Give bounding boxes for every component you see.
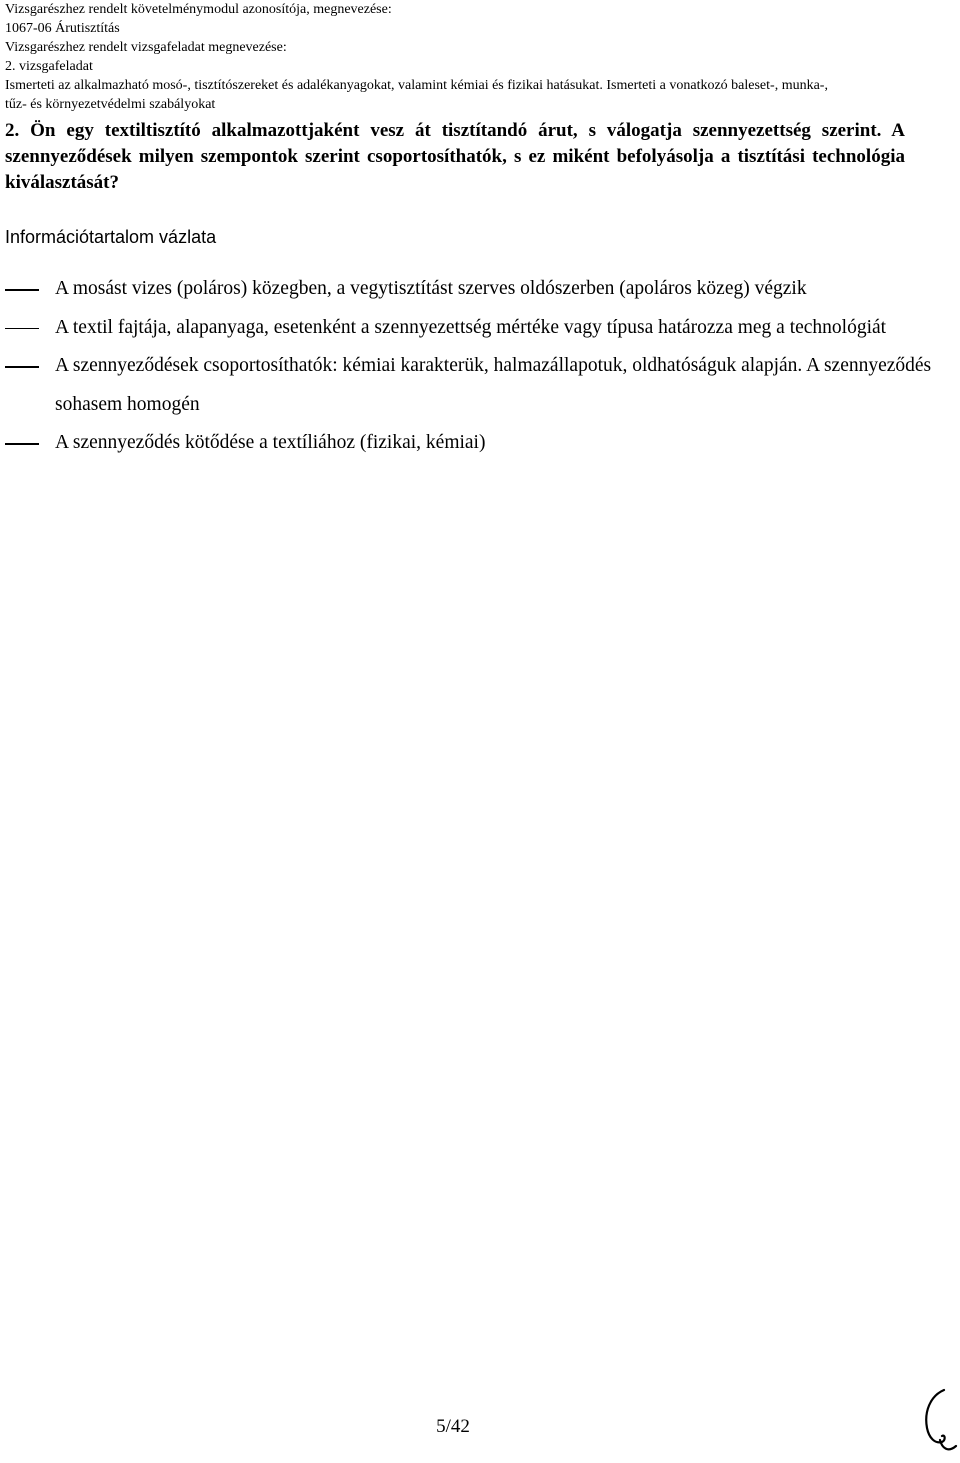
dash-bullet-icon — [5, 289, 39, 291]
dash-bullet-icon — [5, 328, 39, 330]
list-item — [0, 347, 940, 424]
list-item-text: A mosást vizes (poláros) közegben, a vegytisztítást szerves oldószerben (apoláros közeg) végzik — [55, 278, 807, 299]
outline-title: Információtartalom vázlata — [5, 227, 217, 247]
list-item — [0, 270, 940, 309]
dash-bullet-icon — [5, 366, 39, 368]
list-item — [0, 424, 940, 463]
dash-bullet-icon — [5, 443, 39, 445]
page-header — [5, 0, 955, 114]
signature-mark — [918, 1386, 960, 1458]
header-line: tűz- és környezetvédelmi szabályokat — [5, 97, 216, 112]
list-item-text: A textil fajtája, alapanyaga, esetenként a szennyezettség mértéke vagy típusa határozza meg a technológiát — [55, 316, 887, 338]
header-line: 2. vizsgafeladat — [5, 59, 93, 74]
list-item — [0, 309, 940, 348]
list-item-text: A szennyeződés kötődése a textíliához (fizikai, kémiai) — [55, 432, 486, 454]
question-text: 2. Ön egy textiltisztító alkalmazottjaként vesz át tisztítandó árut, s válogatja szennyezettség szerint. A szennyeződések milyen szempontok szerint csoportosíthatók, s ez miként befolyásolja a tisztítási technológia kiválasztását? — [5, 120, 905, 193]
header-line: Ismerteti az alkalmazható mosó-, tisztítószereket és adalékanyagokat, valamint kémiai és fizikai hatásukat. Ismerteti a vonatkozó baleset-, munka-, — [5, 78, 828, 93]
header-line: Vizsgarészhez rendelt vizsgafeladat megnevezése: — [5, 40, 287, 55]
page-number: 5/42 — [436, 1416, 470, 1437]
outline-list — [0, 270, 940, 463]
header-line: Vizsgarészhez rendelt követelménymodul azonosítója, megnevezése: — [5, 2, 392, 17]
header-line: 1067-06 Árutisztítás — [5, 21, 120, 36]
list-item-text: A szennyeződések csoportosíthatók: kémiai karakterük, halmazállapotuk, oldhatóságuk alapján. A szennyeződés sohasem homogén — [55, 355, 932, 415]
